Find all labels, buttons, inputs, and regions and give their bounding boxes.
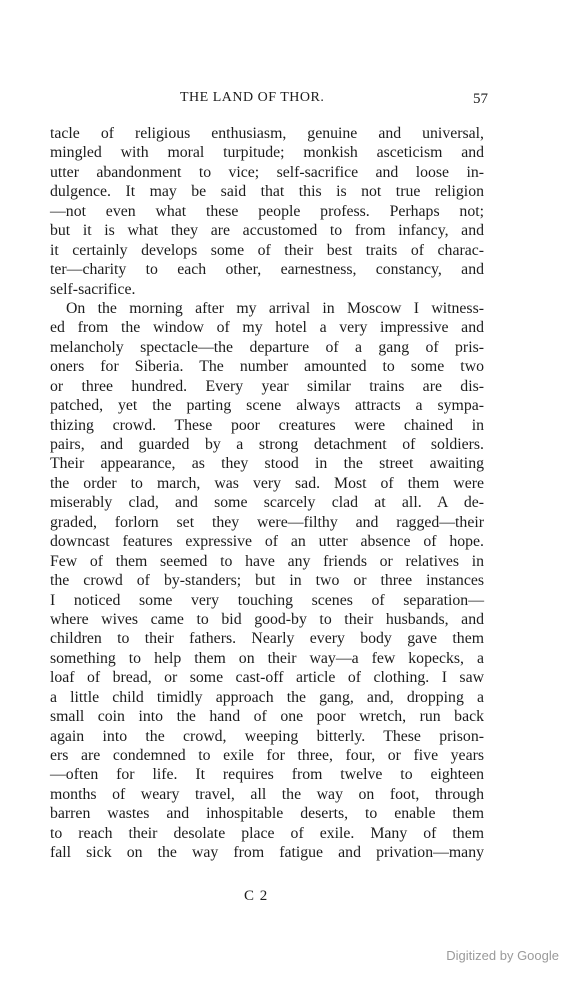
text-line: utter abandonment to vice; self-sacrifice and loose in- (50, 163, 484, 181)
text-line: thizing crowd. These poor creatures were chained in (50, 416, 484, 434)
text-line: miserably clad, and some scarcely clad at all. A de- (50, 494, 484, 512)
text-line: graded, forlorn set they were—filthy and ragged—their (50, 513, 484, 531)
text-line: ter—charity to each other, earnestness, constancy, and (50, 261, 484, 279)
text-line: or three hundred. Every year similar trains are dis- (50, 377, 484, 395)
text-line: mingled with moral turpitude; monkish asceticism and (50, 144, 484, 162)
text-line: small coin into the hand of one poor wretch, run back (50, 708, 484, 726)
text-line: downcast features expressive of an utter absence of hope. (50, 533, 484, 551)
paragraph-start-line: On the morning after my arrival in Moscow I witness- (66, 299, 484, 317)
text-line: again into the crowd, weeping bitterly. These prison- (50, 727, 484, 745)
body-text (50, 124, 484, 863)
text-line: loaf of bread, or some cast-off article of clothing. I saw (50, 669, 484, 687)
text-line: Their appearance, as they stood in the street awaiting (50, 455, 484, 473)
text-line: the order to march, was very sad. Most of them were (50, 474, 484, 492)
text-line: children to their fathers. Nearly every body gave them (50, 630, 484, 648)
text-line: barren wastes and inhospitable deserts, to enable them (50, 805, 484, 823)
text-line: Few of them seemed to have any friends or relatives in (50, 552, 484, 570)
text-line: to reach their desolate place of exile. Many of them (50, 824, 484, 842)
text-line: ed from the window of my hotel a very impressive and (50, 319, 484, 337)
running-title: THE LAND OF THOR. (180, 90, 325, 105)
text-line: —not even what these people profess. Perhaps not; (50, 202, 484, 220)
text-line: a little child timidly approach the gang, and, dropping a (50, 688, 484, 706)
text-line: months of weary travel, all the way on foot, through (50, 785, 484, 803)
paragraph-end-line: self-sacrifice. (50, 280, 136, 298)
signature-mark: C 2 (244, 888, 269, 904)
text-line: it certainly develops some of their best traits of charac- (50, 241, 484, 259)
text-line: —often for life. It requires from twelve to eighteen (50, 766, 484, 784)
page-number: 57 (473, 91, 488, 107)
text-line: pairs, and guarded by a strong detachment of soldiers. (50, 436, 484, 453)
text-line: I noticed some very touching scenes of separation— (50, 591, 484, 609)
text-line: something to help them on their way—a few kopecks, a (50, 649, 484, 667)
text-line: patched, yet the parting scene always attracts a sympa- (50, 397, 484, 415)
text-line: ers are condemned to exile for three, four, or five years (50, 747, 484, 764)
text-line: but it is what they are accustomed to from infancy, and (50, 222, 484, 240)
text-line: oners for Siberia. The number amounted to some two (50, 358, 484, 376)
text-line: tacle of religious enthusiasm, genuine and universal, (50, 125, 484, 142)
text-line: the crowd of by-standers; but in two or three instances (50, 572, 484, 590)
text-line: where wives came to bid good-by to their husbands, and (50, 610, 484, 628)
text-line: dulgence. It may be said that this is not true religion (50, 183, 484, 201)
text-line: fall sick on the way from fatigue and privation—many (50, 844, 484, 862)
watermark: Digitized by Google (446, 948, 559, 963)
page-header (50, 90, 490, 114)
text-line: melancholy spectacle—the departure of a gang of pris- (50, 338, 484, 356)
